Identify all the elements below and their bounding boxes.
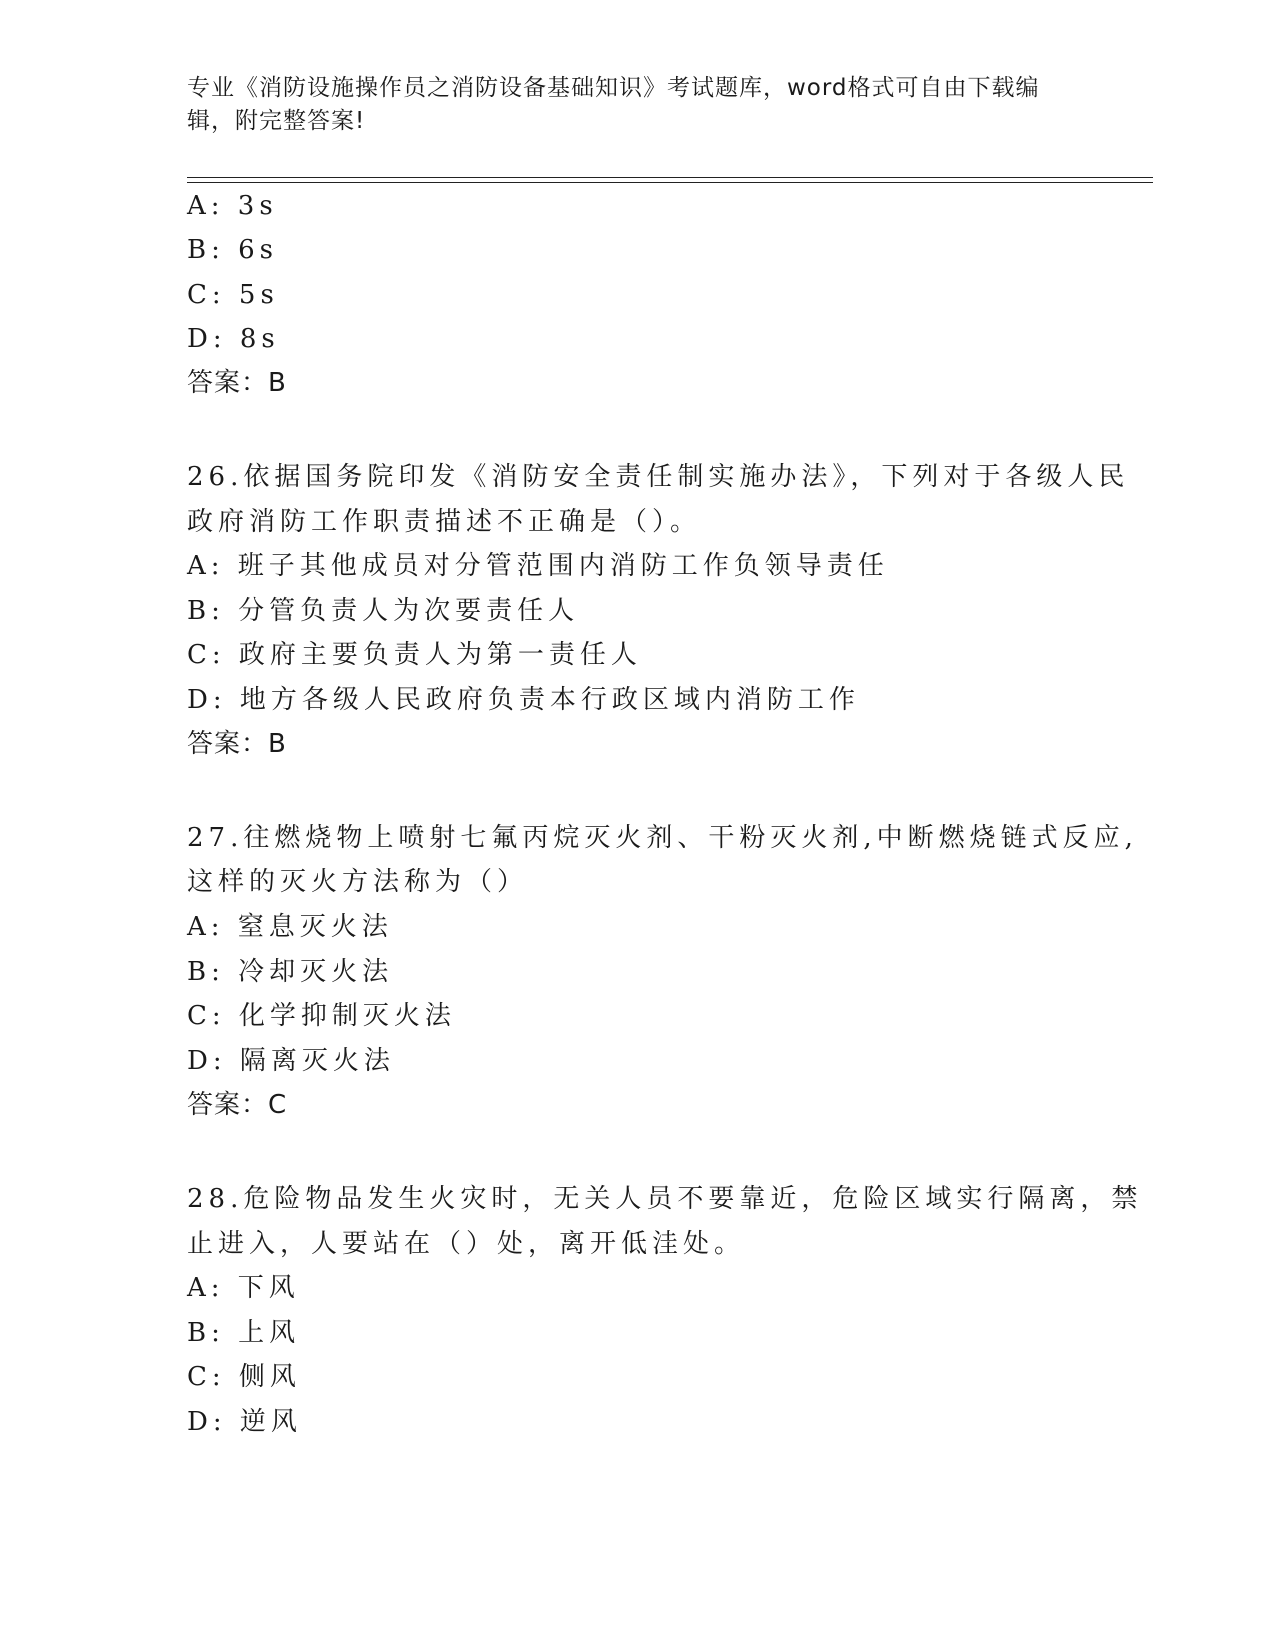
- q27-option-b: B: 冷却灭火法: [187, 957, 394, 987]
- q26-option-c: C: 政府主要负责人为第一责任人: [187, 640, 642, 670]
- q28-option-b: B: 上风: [187, 1318, 301, 1348]
- q26-stem-line-2: 政府消防工作职责描述不正确是（）。: [187, 507, 702, 537]
- q27-option-a: A: 窒息灭火法: [187, 912, 393, 942]
- header-line-2: 辑，附完整答案!: [187, 108, 366, 134]
- q25-answer: 答案：B: [187, 368, 287, 398]
- q27-option-d: D: 隔离灭火法: [187, 1046, 395, 1076]
- q27-option-c: C: 化学抑制灭火法: [187, 1001, 456, 1031]
- header-line-1: 专业《消防设施操作员之消防设备基础知识》考试题库，word格式可自由下载编: [187, 75, 1040, 101]
- q26-option-b: B: 分管负责人为次要责任人: [187, 596, 580, 626]
- q25-option-a: A: 3s: [187, 191, 278, 221]
- q26-answer: 答案：B: [187, 729, 287, 759]
- document-header: [187, 72, 1087, 138]
- q26-option-a: A: 班子其他成员对分管范围内消防工作负领导责任: [187, 551, 889, 581]
- header-divider-bottom: [187, 182, 1153, 183]
- q27-stem-line-2: 这样的灭火方法称为（）: [187, 867, 529, 897]
- q27-answer: 答案：C: [187, 1090, 288, 1120]
- q28-option-c: C: 侧风: [187, 1362, 301, 1392]
- q25-option-d: D: 8s: [187, 324, 280, 354]
- q25-option-c: C: 5s: [187, 280, 279, 310]
- q25-option-b: B: 6s: [187, 235, 279, 265]
- q27-stem-line-1: 27.往燃烧物上喷射七氟丙烷灭火剂、干粉灭火剂,中断燃烧链式反应,: [187, 823, 1138, 853]
- header-divider-top: [187, 177, 1153, 178]
- q26-option-d: D: 地方各级人民政府负责本行政区域内消防工作: [187, 685, 860, 715]
- q28-option-d: D: 逆风: [187, 1407, 302, 1437]
- q28-option-a: A: 下风: [187, 1273, 300, 1303]
- q26-stem-line-1: 26.依据国务院印发《消防安全责任制实施办法》，下列对于各级人民: [187, 462, 1130, 492]
- q28-stem-line-1: 28.危险物品发生火灾时，无关人员不要靠近，危险区域实行隔离，禁: [187, 1184, 1143, 1214]
- q28-stem-line-2: 止进入，人要站在（）处，离开低洼处。: [187, 1229, 746, 1259]
